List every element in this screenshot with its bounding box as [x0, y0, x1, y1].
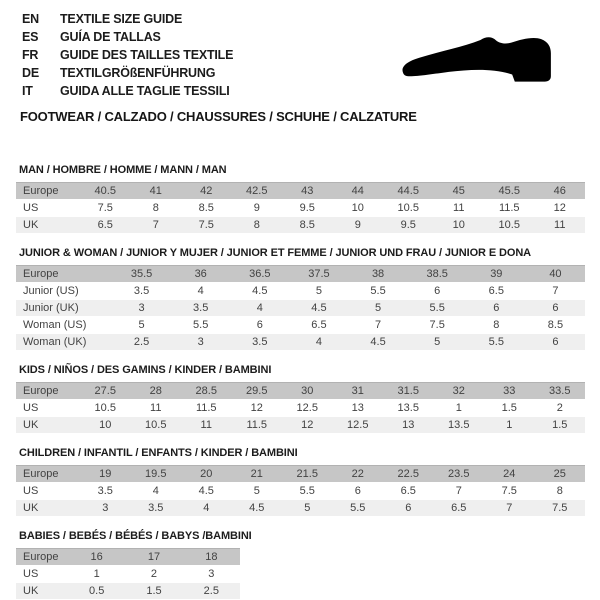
- size-value-cell: 8: [232, 217, 283, 233]
- size-value-cell: 2: [125, 566, 182, 582]
- size-value-cell: 5.5: [333, 500, 384, 516]
- size-value-cell: 10: [434, 217, 485, 233]
- size-value-cell: 11: [434, 200, 485, 216]
- size-value-cell: 3: [112, 300, 171, 316]
- size-value-cell: 6: [526, 300, 585, 316]
- size-value-cell: 21.5: [282, 465, 333, 482]
- size-value-cell: 31: [333, 382, 384, 399]
- size-value-cell: 25: [535, 465, 586, 482]
- table-row: [16, 417, 585, 433]
- row-label-cell: US: [16, 566, 68, 582]
- size-value-cell: 13: [333, 400, 384, 416]
- row-label-cell: US: [16, 200, 80, 216]
- size-value-cell: 42.5: [232, 182, 283, 199]
- size-table-title: MAN / HOMBRE / HOMME / MANN / MAN: [19, 164, 227, 176]
- dress-shoe-icon: [396, 32, 572, 94]
- size-value-cell: 6: [408, 283, 467, 299]
- size-value-cell: 2.5: [183, 583, 240, 599]
- table-row: [16, 583, 240, 599]
- table-row: [16, 483, 585, 499]
- size-value-cell: 5: [112, 317, 171, 333]
- size-value-cell: 37.5: [289, 265, 348, 282]
- size-value-cell: 4.5: [232, 500, 283, 516]
- table-row: [16, 283, 585, 299]
- row-label-cell: Junior (US): [16, 283, 112, 299]
- size-value-cell: 39: [467, 265, 526, 282]
- size-table: [16, 464, 585, 517]
- size-value-cell: 29.5: [232, 382, 283, 399]
- language-code: DE: [22, 66, 39, 80]
- size-value-cell: 1.5: [535, 417, 586, 433]
- size-table-title: JUNIOR & WOMAN / JUNIOR Y MUJER / JUNIOR ET FEMME / JUNIOR UND FRAU / JUNIOR E DONA: [19, 247, 532, 259]
- size-value-cell: 5: [408, 334, 467, 350]
- language-row: [22, 64, 233, 82]
- size-value-cell: 6: [467, 300, 526, 316]
- size-value-cell: 13.5: [434, 417, 485, 433]
- size-value-cell: 10.5: [484, 217, 535, 233]
- size-value-cell: 7.5: [80, 200, 131, 216]
- size-table-title: CHILDREN / INFANTIL / ENFANTS / KINDER / BAMBINI: [19, 447, 298, 459]
- row-label-cell: Junior (UK): [16, 300, 112, 316]
- language-row: [22, 46, 233, 64]
- row-label-cell: Europe: [16, 265, 112, 282]
- size-value-cell: 42: [181, 182, 232, 199]
- size-value-cell: 11: [535, 217, 586, 233]
- size-value-cell: 8.5: [526, 317, 585, 333]
- size-value-cell: 11.5: [181, 400, 232, 416]
- size-value-cell: 4: [230, 300, 289, 316]
- row-label-cell: UK: [16, 500, 80, 516]
- size-value-cell: 5: [282, 500, 333, 516]
- size-value-cell: 8.5: [282, 217, 333, 233]
- size-value-cell: 36.5: [230, 265, 289, 282]
- size-tables: [16, 164, 586, 600]
- row-label-cell: UK: [16, 583, 68, 599]
- language-title: GUIDE DES TAILLES TEXTILE: [60, 48, 234, 62]
- size-value-cell: 3.5: [131, 500, 182, 516]
- size-value-cell: 9.5: [282, 200, 333, 216]
- table-row: [16, 566, 240, 582]
- size-value-cell: 6.5: [80, 217, 131, 233]
- size-table-section: [16, 530, 586, 600]
- size-value-cell: 3.5: [80, 483, 131, 499]
- size-value-cell: 8: [467, 317, 526, 333]
- size-table: [16, 181, 585, 234]
- size-value-cell: 9: [232, 200, 283, 216]
- size-value-cell: 2.5: [112, 334, 171, 350]
- size-value-cell: 45: [434, 182, 485, 199]
- size-table: [16, 381, 585, 434]
- row-label-cell: Europe: [16, 548, 68, 565]
- size-value-cell: 28.5: [181, 382, 232, 399]
- table-row: [16, 182, 585, 199]
- table-row: [16, 500, 585, 516]
- size-table-section: [16, 247, 586, 351]
- language-title: GUÍA DE TALLAS: [60, 30, 161, 44]
- size-value-cell: 1: [68, 566, 125, 582]
- size-table: [16, 547, 240, 600]
- size-value-cell: 21: [232, 465, 283, 482]
- size-value-cell: 10.5: [80, 400, 131, 416]
- size-value-cell: 22.5: [383, 465, 434, 482]
- size-value-cell: 6: [383, 500, 434, 516]
- size-value-cell: 2: [535, 400, 586, 416]
- size-value-cell: 8: [131, 200, 182, 216]
- size-value-cell: 30: [282, 382, 333, 399]
- row-label-cell: Europe: [16, 382, 80, 399]
- size-value-cell: 12.5: [333, 417, 384, 433]
- language-title: GUIDA ALLE TAGLIE TESSILI: [60, 84, 230, 98]
- size-value-cell: 3: [183, 566, 240, 582]
- language-code: FR: [22, 48, 39, 62]
- size-value-cell: 19: [80, 465, 131, 482]
- size-table-section: [16, 164, 586, 234]
- size-value-cell: 6: [526, 334, 585, 350]
- size-value-cell: 5.5: [282, 483, 333, 499]
- size-value-cell: 40: [526, 265, 585, 282]
- size-value-cell: 13: [383, 417, 434, 433]
- size-value-cell: 9: [333, 217, 384, 233]
- size-value-cell: 33: [484, 382, 535, 399]
- table-row: [16, 465, 585, 482]
- size-value-cell: 11.5: [232, 417, 283, 433]
- size-value-cell: 28: [131, 382, 182, 399]
- size-value-cell: 18: [183, 548, 240, 565]
- size-value-cell: 38.5: [408, 265, 467, 282]
- size-value-cell: 7: [349, 317, 408, 333]
- size-value-cell: 7: [434, 483, 485, 499]
- size-value-cell: 4: [181, 500, 232, 516]
- size-value-cell: 4: [131, 483, 182, 499]
- size-value-cell: 12: [282, 417, 333, 433]
- size-value-cell: 9.5: [383, 217, 434, 233]
- size-value-cell: 1: [484, 417, 535, 433]
- row-label-cell: UK: [16, 417, 80, 433]
- size-value-cell: 5.5: [171, 317, 230, 333]
- size-value-cell: 4.5: [230, 283, 289, 299]
- size-value-cell: 7.5: [181, 217, 232, 233]
- language-title: TEXTILE SIZE GUIDE: [60, 12, 183, 26]
- table-row: [16, 300, 585, 316]
- size-value-cell: 7.5: [484, 483, 535, 499]
- size-table: [16, 264, 585, 351]
- table-row: [16, 334, 585, 350]
- language-row: [22, 10, 233, 28]
- size-value-cell: 35.5: [112, 265, 171, 282]
- table-row: [16, 548, 240, 565]
- size-value-cell: 1.5: [484, 400, 535, 416]
- table-row: [16, 265, 585, 282]
- size-value-cell: 3: [171, 334, 230, 350]
- size-value-cell: 4: [289, 334, 348, 350]
- size-value-cell: 7: [484, 500, 535, 516]
- size-value-cell: 27.5: [80, 382, 131, 399]
- size-value-cell: 22: [333, 465, 384, 482]
- size-value-cell: 12.5: [282, 400, 333, 416]
- size-value-cell: 10.5: [383, 200, 434, 216]
- size-value-cell: 3.5: [230, 334, 289, 350]
- row-label-cell: Woman (US): [16, 317, 112, 333]
- size-value-cell: 11: [181, 417, 232, 433]
- size-value-cell: 32: [434, 382, 485, 399]
- language-title: TEXTILGRÖßENFÜHRUNG: [60, 66, 216, 80]
- size-value-cell: 13.5: [383, 400, 434, 416]
- language-list: [22, 10, 233, 100]
- size-value-cell: 7: [526, 283, 585, 299]
- size-value-cell: 5: [349, 300, 408, 316]
- size-value-cell: 3.5: [171, 300, 230, 316]
- size-value-cell: 6: [333, 483, 384, 499]
- size-table-section: [16, 447, 586, 517]
- table-row: [16, 400, 585, 416]
- row-label-cell: Woman (UK): [16, 334, 112, 350]
- size-value-cell: 1.5: [125, 583, 182, 599]
- size-value-cell: 4.5: [289, 300, 348, 316]
- size-value-cell: 10: [333, 200, 384, 216]
- size-value-cell: 5.5: [467, 334, 526, 350]
- size-table-title: KIDS / NIÑOS / DES GAMINS / KINDER / BAMBINI: [19, 364, 272, 376]
- size-value-cell: 17: [125, 548, 182, 565]
- size-value-cell: 40.5: [80, 182, 131, 199]
- size-value-cell: 43: [282, 182, 333, 199]
- size-value-cell: 5: [289, 283, 348, 299]
- size-value-cell: 6.5: [467, 283, 526, 299]
- size-value-cell: 38: [349, 265, 408, 282]
- size-value-cell: 8: [535, 483, 586, 499]
- size-value-cell: 6: [230, 317, 289, 333]
- size-value-cell: 7.5: [535, 500, 586, 516]
- size-value-cell: 46: [535, 182, 586, 199]
- size-value-cell: 33.5: [535, 382, 586, 399]
- language-code: IT: [22, 84, 33, 98]
- table-row: [16, 217, 585, 233]
- row-label-cell: UK: [16, 217, 80, 233]
- size-value-cell: 45.5: [484, 182, 535, 199]
- size-value-cell: 1: [434, 400, 485, 416]
- row-label-cell: US: [16, 483, 80, 499]
- language-code: EN: [22, 12, 39, 26]
- size-value-cell: 12: [535, 200, 586, 216]
- size-value-cell: 0.5: [68, 583, 125, 599]
- size-value-cell: 11.5: [484, 200, 535, 216]
- size-value-cell: 19.5: [131, 465, 182, 482]
- size-table-title: BABIES / BEBÉS / BÉBÉS / BABYS /BAMBINI: [19, 530, 252, 542]
- size-value-cell: 5.5: [349, 283, 408, 299]
- language-row: [22, 28, 233, 46]
- size-value-cell: 36: [171, 265, 230, 282]
- size-value-cell: 6.5: [434, 500, 485, 516]
- size-value-cell: 23.5: [434, 465, 485, 482]
- size-value-cell: 20: [181, 465, 232, 482]
- size-value-cell: 6.5: [289, 317, 348, 333]
- language-code: ES: [22, 30, 39, 44]
- size-value-cell: 4: [171, 283, 230, 299]
- table-row: [16, 200, 585, 216]
- size-value-cell: 10: [80, 417, 131, 433]
- size-value-cell: 3.5: [112, 283, 171, 299]
- size-value-cell: 5.5: [408, 300, 467, 316]
- table-row: [16, 317, 585, 333]
- row-label-cell: Europe: [16, 182, 80, 199]
- size-value-cell: 3: [80, 500, 131, 516]
- size-value-cell: 7.5: [408, 317, 467, 333]
- category-heading: FOOTWEAR / CALZADO / CHAUSSURES / SCHUHE / CALZATURE: [20, 109, 417, 124]
- size-value-cell: 8.5: [181, 200, 232, 216]
- size-value-cell: 11: [131, 400, 182, 416]
- table-row: [16, 382, 585, 399]
- size-value-cell: 4.5: [349, 334, 408, 350]
- size-value-cell: 12: [232, 400, 283, 416]
- size-value-cell: 44.5: [383, 182, 434, 199]
- size-value-cell: 24: [484, 465, 535, 482]
- size-value-cell: 4.5: [181, 483, 232, 499]
- size-value-cell: 10.5: [131, 417, 182, 433]
- row-label-cell: US: [16, 400, 80, 416]
- size-value-cell: 31.5: [383, 382, 434, 399]
- size-value-cell: 41: [131, 182, 182, 199]
- size-table-section: [16, 364, 586, 434]
- size-value-cell: 16: [68, 548, 125, 565]
- size-value-cell: 5: [232, 483, 283, 499]
- size-value-cell: 7: [131, 217, 182, 233]
- language-row: [22, 82, 233, 100]
- size-value-cell: 44: [333, 182, 384, 199]
- row-label-cell: Europe: [16, 465, 80, 482]
- size-value-cell: 6.5: [383, 483, 434, 499]
